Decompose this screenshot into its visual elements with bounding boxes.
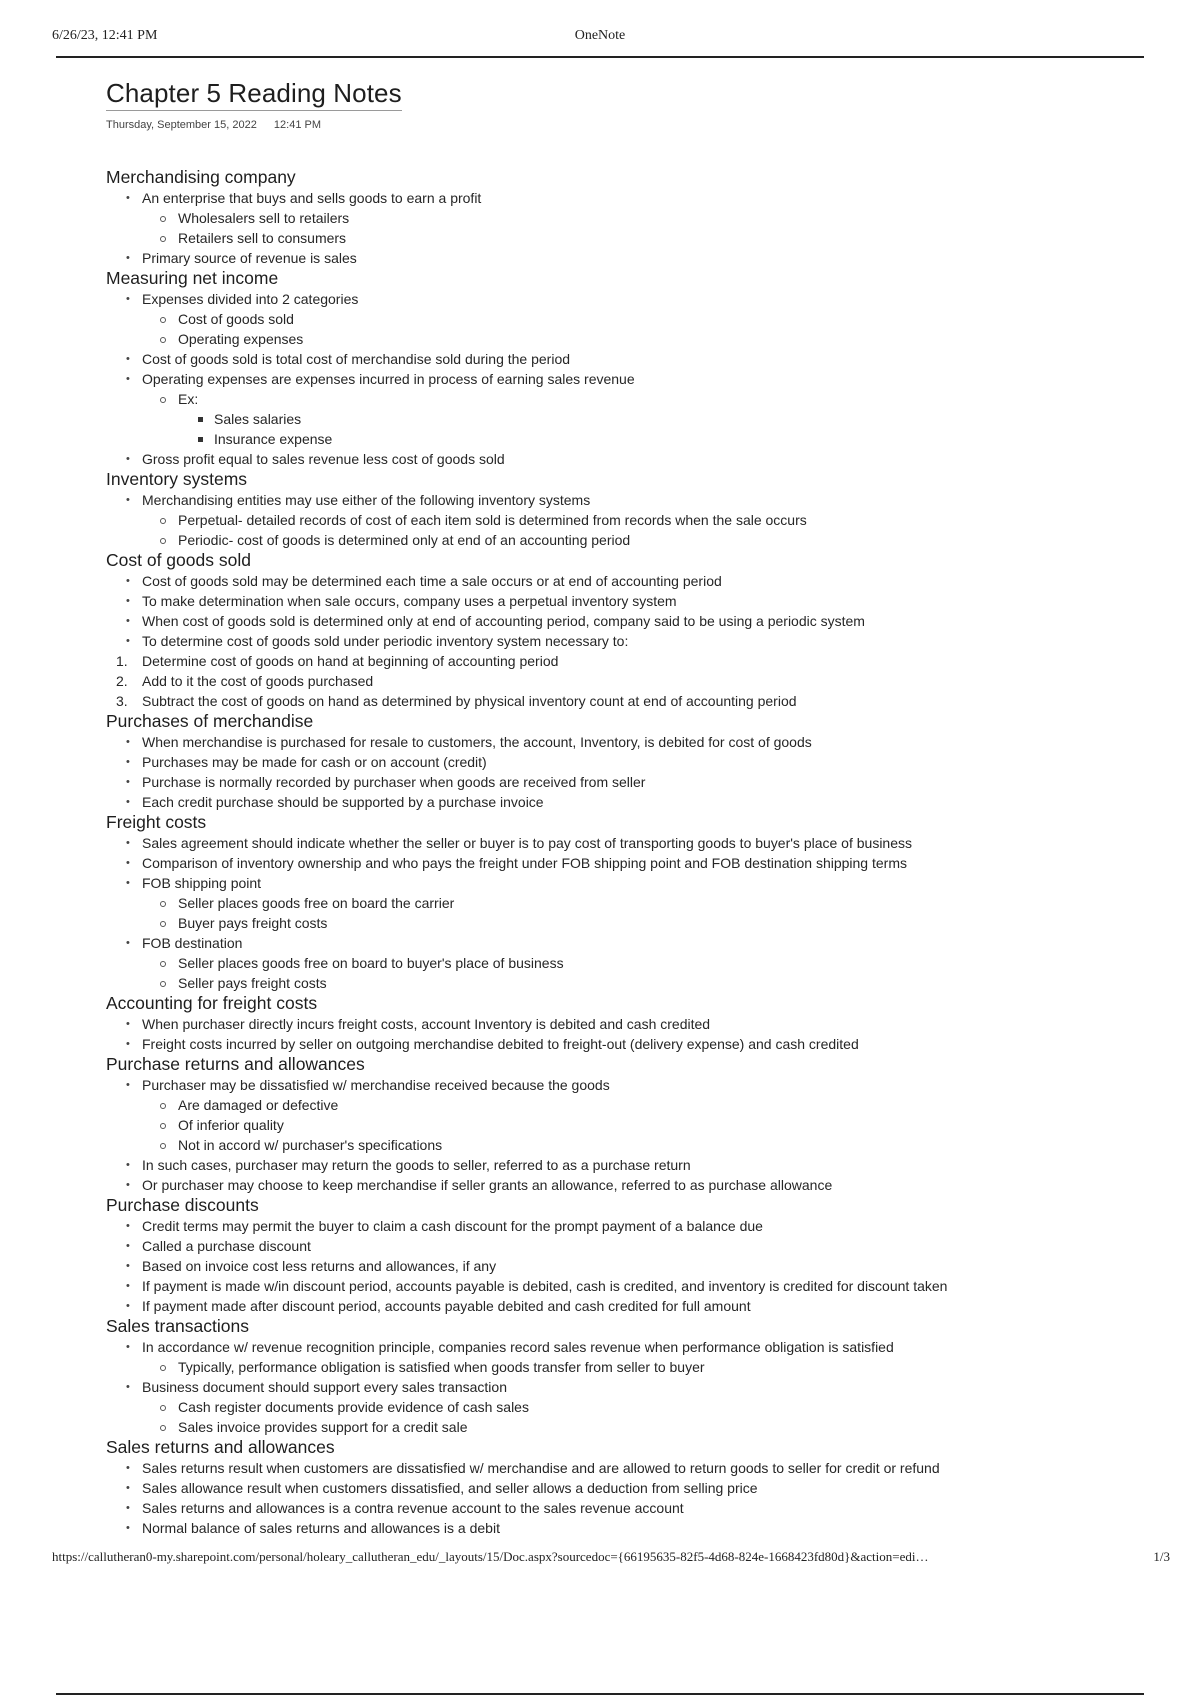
list-item-text: Business document should support every sales transaction bbox=[142, 1379, 507, 1395]
list-item bbox=[178, 1135, 1156, 1155]
section-heading: Cost of goods sold bbox=[106, 550, 251, 570]
bullet-list-level-2 bbox=[142, 389, 1156, 449]
list-item bbox=[178, 893, 1156, 913]
bullet-list-level-1 bbox=[106, 289, 1156, 469]
list-item bbox=[142, 289, 1156, 349]
list-item-text: FOB destination bbox=[142, 935, 243, 951]
list-item-text: Sales salaries bbox=[214, 411, 302, 427]
list-item-text: To make determination when sale occurs, company uses a perpetual inventory system bbox=[142, 593, 677, 609]
print-app-name: OneNote bbox=[574, 28, 626, 43]
list-item-text: Typically, performance obligation is satisfied when goods transfer from seller to buyer bbox=[178, 1359, 705, 1375]
item-number: 1. bbox=[116, 653, 128, 669]
list-item-text: Seller pays freight costs bbox=[178, 975, 327, 991]
list-item-text: Wholesalers sell to retailers bbox=[178, 210, 350, 226]
numbered-item-text: Subtract the cost of goods on hand as determined by physical inventory count at end of accounting period bbox=[142, 693, 797, 709]
list-item bbox=[142, 1075, 1156, 1155]
list-item-text: Retailers sell to consumers bbox=[178, 230, 347, 246]
section-heading: Purchase discounts bbox=[106, 1195, 259, 1215]
list-item bbox=[142, 1337, 1156, 1377]
list-item-text: Insurance expense bbox=[214, 431, 333, 447]
list-item-text: Ex: bbox=[178, 391, 199, 407]
bullet-list-level-2 bbox=[142, 309, 1156, 349]
list-item bbox=[142, 611, 1156, 631]
list-item-text: Operating expenses bbox=[178, 331, 304, 347]
section-heading: Inventory systems bbox=[106, 469, 248, 489]
bullet-list-level-2 bbox=[142, 1357, 1156, 1377]
note-section bbox=[106, 1316, 1156, 1437]
list-item bbox=[178, 329, 1156, 349]
list-item-text: Cost of goods sold may be determined each time a sale occurs or at end of accounting period bbox=[142, 573, 722, 589]
list-item-text: Credit terms may permit the buyer to claim a cash discount for the prompt payment of a balance due bbox=[142, 1218, 763, 1234]
bullet-list-level-1 bbox=[106, 1458, 1156, 1538]
list-item bbox=[178, 973, 1156, 993]
list-item bbox=[178, 1095, 1156, 1115]
list-item-text: FOB shipping point bbox=[142, 875, 262, 891]
list-item-text: When merchandise is purchased for resale to customers, the account, Inventory, is debited for cost of goods bbox=[142, 734, 812, 750]
list-item bbox=[142, 752, 1156, 772]
list-item bbox=[142, 1034, 1156, 1054]
list-item bbox=[142, 591, 1156, 611]
list-item bbox=[178, 309, 1156, 329]
list-item-text: When cost of goods sold is determined only at end of accounting period, company said to be using a periodic system bbox=[142, 613, 865, 629]
section-heading: Accounting for freight costs bbox=[106, 993, 318, 1013]
bullet-list-level-1 bbox=[106, 1337, 1156, 1437]
note-section bbox=[106, 812, 1156, 993]
list-item-text: Sales invoice provides support for a credit sale bbox=[178, 1419, 468, 1435]
list-item-text: Cost of goods sold is total cost of merchandise sold during the period bbox=[142, 351, 571, 367]
list-item bbox=[142, 369, 1156, 449]
list-item bbox=[142, 772, 1156, 792]
list-item bbox=[178, 953, 1156, 973]
print-url: https://callutheran0-my.sharepoint.com/personal/holeary_callutheran_edu/_layouts/15/Doc.aspx?sourcedoc={66195635-82f5-4d68-824e-1668423fd80d}&action=edi… bbox=[52, 1549, 929, 1564]
numbered-item bbox=[116, 651, 1156, 671]
list-item-text: Purchaser may be dissatisfied w/ merchandise received because the goods bbox=[142, 1077, 610, 1093]
section-heading: Freight costs bbox=[106, 812, 207, 832]
list-item-text: Operating expenses are expenses incurred in process of earning sales revenue bbox=[142, 371, 635, 387]
list-item bbox=[178, 389, 1156, 449]
list-item bbox=[142, 1236, 1156, 1256]
bullet-list-level-1 bbox=[106, 188, 1156, 268]
list-item-text: Purchase is normally recorded by purchaser when goods are received from seller bbox=[142, 774, 646, 790]
bullet-list-level-3 bbox=[178, 409, 1156, 449]
bullet-list-level-2 bbox=[142, 510, 1156, 550]
print-date: 6/26/23, 12:41 PM bbox=[52, 28, 158, 43]
list-item bbox=[178, 913, 1156, 933]
page-timestamp bbox=[106, 119, 1156, 131]
list-item-text: If payment made after discount period, accounts payable debited and cash credited for full amount bbox=[142, 1298, 751, 1314]
list-item bbox=[214, 429, 1156, 449]
numbered-item bbox=[116, 691, 1156, 711]
bullet-list-level-2 bbox=[142, 1397, 1156, 1437]
list-item-text: Merchandising entities may use either of the following inventory systems bbox=[142, 492, 591, 508]
list-item-text: In accordance w/ revenue recognition principle, companies record sales revenue when performance obligation is satisfied bbox=[142, 1339, 894, 1355]
list-item-text: Normal balance of sales returns and allowances is a debit bbox=[142, 1520, 500, 1536]
list-item-text: Perpetual- detailed records of cost of each item sold is determined from records when the sale occurs bbox=[178, 512, 807, 528]
note-page bbox=[106, 78, 1156, 1538]
list-item-text: When purchaser directly incurs freight costs, account Inventory is debited and cash credited bbox=[142, 1016, 711, 1032]
list-item-text: If payment is made w/in discount period, accounts payable is debited, cash is credited, and inventory is credited for discount taken bbox=[142, 1278, 948, 1294]
header-divider bbox=[56, 56, 1144, 58]
list-item bbox=[142, 349, 1156, 369]
bullet-list-level-2 bbox=[142, 208, 1156, 248]
bullet-list-level-2 bbox=[142, 893, 1156, 933]
list-item bbox=[142, 1216, 1156, 1236]
list-item-text: Periodic- cost of goods is determined only at end of an accounting period bbox=[178, 532, 631, 548]
list-item-text: Seller places goods free on board to buyer's place of business bbox=[178, 955, 564, 971]
section-heading: Sales returns and allowances bbox=[106, 1437, 335, 1457]
note-section bbox=[106, 1195, 1156, 1316]
list-item bbox=[142, 1458, 1156, 1478]
list-item bbox=[142, 853, 1156, 873]
list-item-text: In such cases, purchaser may return the goods to seller, referred to as a purchase return bbox=[142, 1157, 691, 1173]
print-footer bbox=[52, 1549, 1170, 1569]
list-item-text: Seller places goods free on board the carrier bbox=[178, 895, 455, 911]
bullet-list-level-1 bbox=[106, 833, 1156, 993]
list-item bbox=[142, 1518, 1156, 1538]
note-section bbox=[106, 993, 1156, 1054]
list-item-text: Comparison of inventory ownership and who pays the freight under FOB shipping point and FOB destination shipping terms bbox=[142, 855, 907, 871]
list-item bbox=[142, 188, 1156, 248]
item-number: 3. bbox=[116, 693, 128, 709]
note-section bbox=[106, 1054, 1156, 1195]
list-item bbox=[142, 873, 1156, 933]
list-item bbox=[178, 530, 1156, 550]
bullet-list-level-1 bbox=[106, 1014, 1156, 1054]
list-item-text: Sales allowance result when customers dissatisfied, and seller allows a deduction from selling price bbox=[142, 1480, 758, 1496]
print-page-number: 1/3 bbox=[1153, 1549, 1170, 1564]
bullet-list-level-2 bbox=[142, 953, 1156, 993]
note-section bbox=[106, 1437, 1156, 1538]
list-item-text: Cost of goods sold bbox=[178, 311, 294, 327]
list-item-text: Each credit purchase should be supported by a purchase invoice bbox=[142, 794, 544, 810]
print-header bbox=[52, 28, 1148, 48]
list-item bbox=[142, 933, 1156, 993]
list-item bbox=[142, 571, 1156, 591]
section-heading: Merchandising company bbox=[106, 167, 296, 187]
list-item bbox=[142, 833, 1156, 853]
list-item-text: Sales returns result when customers are dissatisfied w/ merchandise and are allowed to return goods to seller for credit or refund bbox=[142, 1460, 940, 1476]
note-content[interactable] bbox=[106, 167, 1156, 1538]
bullet-list-level-2 bbox=[142, 1095, 1156, 1155]
bullet-list-level-1 bbox=[106, 1216, 1156, 1316]
page-title[interactable]: Chapter 5 Reading Notes bbox=[106, 78, 402, 111]
list-item bbox=[142, 1276, 1156, 1296]
list-item bbox=[142, 1478, 1156, 1498]
list-item bbox=[178, 1115, 1156, 1135]
list-item bbox=[142, 1155, 1156, 1175]
list-item-text: Expenses divided into 2 categories bbox=[142, 291, 359, 307]
note-section bbox=[106, 469, 1156, 550]
list-item-text: Sales agreement should indicate whether the seller or buyer is to pay cost of transporting goods to buyer's place of business bbox=[142, 835, 912, 851]
bullet-list-level-1 bbox=[106, 1075, 1156, 1195]
list-item bbox=[142, 1175, 1156, 1195]
list-item bbox=[178, 208, 1156, 228]
list-item-text: Are damaged or defective bbox=[178, 1097, 339, 1113]
list-item bbox=[214, 409, 1156, 429]
list-item bbox=[142, 1498, 1156, 1518]
page-time: 12:41 PM bbox=[273, 119, 321, 131]
footer-divider bbox=[56, 1693, 1144, 1695]
section-heading: Purchase returns and allowances bbox=[106, 1054, 365, 1074]
list-item bbox=[142, 1377, 1156, 1437]
list-item-text: Cash register documents provide evidence of cash sales bbox=[178, 1399, 529, 1415]
list-item-text: An enterprise that buys and sells goods to earn a profit bbox=[142, 190, 482, 206]
list-item bbox=[178, 1357, 1156, 1377]
numbered-item-text: Determine cost of goods on hand at beginning of accounting period bbox=[142, 653, 559, 669]
list-item-text: Primary source of revenue is sales bbox=[142, 250, 357, 266]
numbered-item bbox=[116, 671, 1156, 691]
list-item-text: Gross profit equal to sales revenue less cost of goods sold bbox=[142, 451, 505, 467]
list-item bbox=[178, 510, 1156, 530]
list-item bbox=[178, 1417, 1156, 1437]
list-item-text: Based on invoice cost less returns and allowances, if any bbox=[142, 1258, 497, 1274]
section-heading: Purchases of merchandise bbox=[106, 711, 314, 731]
list-item-text: Or purchaser may choose to keep merchandise if seller grants an allowance, referred to as purchase allowance bbox=[142, 1177, 833, 1193]
numbered-item-text: Add to it the cost of goods purchased bbox=[142, 673, 374, 689]
list-item-text: Purchases may be made for cash or on account (credit) bbox=[142, 754, 487, 770]
list-item-text: Not in accord w/ purchaser's specifications bbox=[178, 1137, 443, 1153]
list-item bbox=[142, 1014, 1156, 1034]
section-heading: Measuring net income bbox=[106, 268, 279, 288]
list-item bbox=[142, 449, 1156, 469]
list-item bbox=[178, 1397, 1156, 1417]
list-item bbox=[142, 1256, 1156, 1276]
list-item bbox=[142, 248, 1156, 268]
bullet-list-level-1 bbox=[106, 490, 1156, 550]
list-item-text: Freight costs incurred by seller on outgoing merchandise debited to freight-out (delivery expense) and cash credited bbox=[142, 1036, 859, 1052]
list-item-text: Buyer pays freight costs bbox=[178, 915, 328, 931]
list-item bbox=[142, 490, 1156, 550]
list-item-text: Of inferior quality bbox=[178, 1117, 284, 1133]
section-heading: Sales transactions bbox=[106, 1316, 249, 1336]
note-section bbox=[106, 167, 1156, 268]
list-item bbox=[142, 631, 1156, 651]
list-item bbox=[178, 228, 1156, 248]
item-number: 2. bbox=[116, 673, 128, 689]
page-date: Thursday, September 15, 2022 bbox=[106, 119, 257, 131]
note-section bbox=[106, 550, 1156, 711]
note-section bbox=[106, 268, 1156, 469]
bullet-list-level-1 bbox=[106, 571, 1156, 651]
list-item-text: Called a purchase discount bbox=[142, 1238, 311, 1254]
numbered-list bbox=[106, 651, 1156, 711]
list-item bbox=[142, 1296, 1156, 1316]
list-item bbox=[142, 732, 1156, 752]
list-item-text: Sales returns and allowances is a contra revenue account to the sales revenue account bbox=[142, 1500, 684, 1516]
list-item-text: To determine cost of goods sold under periodic inventory system necessary to: bbox=[142, 633, 629, 649]
note-section bbox=[106, 711, 1156, 812]
bullet-list-level-1 bbox=[106, 732, 1156, 812]
list-item bbox=[142, 792, 1156, 812]
